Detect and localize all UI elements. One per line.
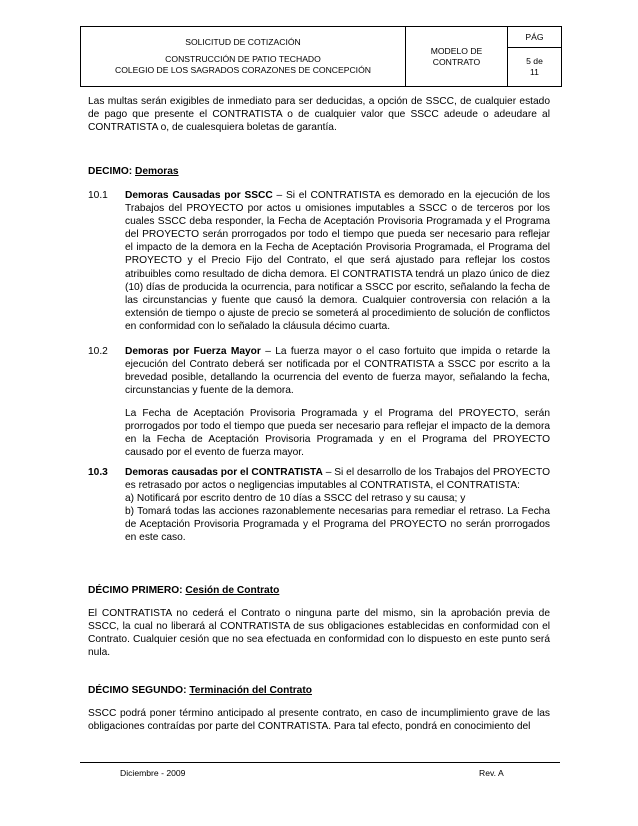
section-11-prefix: DÉCIMO PRIMERO: <box>88 585 183 596</box>
clause-title: Demoras Causadas por SSCC <box>125 190 273 201</box>
clause-text <box>125 466 550 545</box>
model-label-2: CONTRATO <box>432 56 481 67</box>
intro-paragraph: Las multas serán exigibles de inmediato para ser deducidas, a opción de SSCC, de cualquier estado de pago que presente el CONTRATISTA o de cualquier valor que SSCC adeude o adeudare al CONTRATISTA o, de cualesquiera boletas de garantía. <box>88 96 550 134</box>
clause-text <box>125 345 550 397</box>
page-number-cell <box>508 48 562 87</box>
client-name: COLEGIO DE LOS SAGRADOS CORAZONES DE CONCEPCIÓN <box>115 65 371 75</box>
clause-number: 10.2 <box>88 346 108 357</box>
footer-rule <box>80 762 560 763</box>
section-10-heading <box>88 165 550 178</box>
header-model-cell <box>406 27 508 87</box>
project-name: CONSTRUCCIÓN DE PATIO TECHADO <box>165 54 321 64</box>
page-label-cell <box>508 27 562 48</box>
clause-item-a: a) Notificará por escrito dentro de 10 días a SSCC del retraso y su causa; y <box>125 493 466 505</box>
section-12-prefix: DÉCIMO SEGUNDO: <box>88 685 187 696</box>
clause-body: – Si el CONTRATISTA es demorado en la ejecución de los Trabajos del PROYECTO por actos u omisiones imputables a SSCC o de terceros por los cuales SSCC deba responder, la Fecha de Aceptación Provisoria Programada y el Programa del PROYECTO serán prorrogados por todo el tiempo que pueda ser necesario para reflejar el impacto de la demora en la Fecha de Aceptación Provisoria Programada, el Programa del PROYECTO y el Precio Fijo del Contrato, el que será ajustado para reflejar los costos atribuibles como resultado de dicha demora. El CONTRATISTA tendrá un plazo único de diez (10) días de producida la ocurrencia, para notificar a SSCC por escrito, señalando la fecha de las circunstancias y fuente que causó la demora. Cualquier controversia con relación a la extensión de tiempo o ajuste de precio se someterá al procedimiento de solución de conflictos en conformidad con lo señalado la cláusula décimo cuarta. <box>125 190 550 332</box>
section-10-prefix: DECIMO: <box>88 166 133 177</box>
model-label-1: MODELO DE <box>430 45 483 56</box>
clause-item-b: b) Tomará todas las acciones razonablemente necesarias para remediar el retraso. La Fecha de Aceptación Provisoria Programada y el Programa del PROYECTO no serán prorrogados en este caso. <box>125 506 550 544</box>
header-title-cell <box>81 27 406 87</box>
section-12-heading <box>88 684 550 697</box>
clause-text <box>125 189 550 333</box>
page-label: PÁG <box>525 31 544 42</box>
clause-body: – Si el desarrollo de los Trabajos del PROYECTO es retrasado por actos o negligencias imputables al CONTRATISTA, el CONTRATISTA: <box>125 467 550 492</box>
section-11-title: Cesión de Contrato <box>185 585 280 596</box>
page-total: 11 <box>530 67 539 77</box>
footer-date: Diciembre - 2009 <box>120 768 186 778</box>
clause-title: Demoras por Fuerza Mayor <box>125 346 261 357</box>
section-11-text: El CONTRATISTA no cederá el Contrato o ninguna parte del mismo, sin la aprobación previa de SSCC, la cual no liberará al CONTRATISTA de sus obligaciones establecidas en conformidad con el Contrato. Cualquier cesión que no sea efectuada en conformidad con lo dispuesto en este punto será nula. <box>88 608 550 659</box>
section-10-title: Demoras <box>135 166 179 177</box>
clause-body: – La fuerza mayor o el caso fortuito que impida o retarde la ejecución del Contrato deberá ser notificada por el CONTRATISTA a SSCC por escrito a la brevedad posible, detallando la ocurrencia del evento de fuerza mayor, señalando la fecha, circunstancias y fuente de la demora. <box>125 346 551 397</box>
header-table <box>80 26 562 87</box>
clause-number: 10.1 <box>88 190 108 201</box>
section-12-title: Terminación del Contrato <box>189 685 312 696</box>
clause-title: Demoras causadas por el CONTRATISTA <box>125 467 323 478</box>
clause-number: 10.3 <box>88 467 108 478</box>
document-title: SOLICITUD DE COTIZACIÓN <box>185 37 301 47</box>
section-11-heading <box>88 584 550 597</box>
page-number: 5 de <box>526 56 543 66</box>
clause-body-2: La Fecha de Aceptación Provisoria Programada y el Programa del PROYECTO, serán prorrogados por todo el tiempo que pueda ser necesario para reflejar el impacto de la demora en la Fecha de Aceptación Provisoria Programada y en el Programa del PROYECTO causado por el evento de fuerza mayor. <box>125 408 550 459</box>
section-12-text: SSCC podrá poner término anticipado al presente contrato, en caso de incumplimiento grave de las obligaciones contraídas por parte del CONTRATISTA. Para tal efecto, pondrá en conocimiento del <box>88 708 550 733</box>
footer-revision: Rev. A <box>479 768 504 778</box>
